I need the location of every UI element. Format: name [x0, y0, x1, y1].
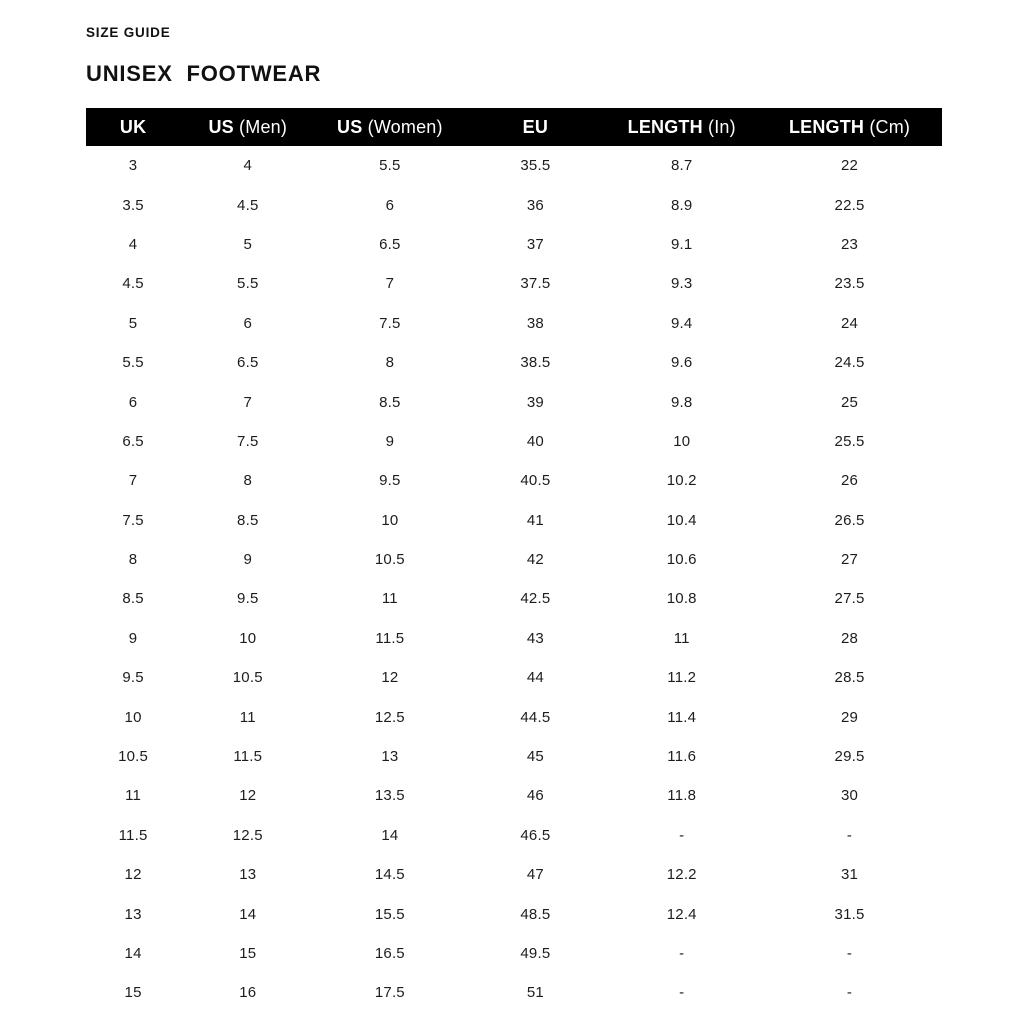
table-row [86, 776, 942, 815]
size-cell: 8.7 [671, 157, 693, 175]
size-cell: 44 [526, 669, 544, 687]
size-cell: 8.5 [379, 393, 401, 411]
size-cell: 25 [840, 393, 859, 411]
table-row [86, 501, 942, 540]
size-cell: 24 [840, 314, 859, 332]
size-cell: 22 [840, 157, 859, 175]
size-cell: 12.2 [666, 866, 697, 884]
size-cell: 40 [526, 432, 544, 450]
size-cell: 28.5 [834, 669, 865, 687]
size-cell: 10 [239, 629, 257, 647]
size-cell: 10 [381, 511, 399, 529]
size-cell: 47 [526, 866, 544, 884]
size-cell: 7.5 [122, 511, 144, 529]
column-header-label: UK [119, 116, 147, 137]
size-cell: 15 [124, 984, 142, 1002]
size-cell: 16 [239, 984, 257, 1002]
size-cell: 9.6 [671, 354, 693, 372]
size-cell: 22.5 [834, 196, 865, 214]
size-cell: - [846, 984, 853, 1002]
size-cell: 10.5 [232, 669, 263, 687]
size-cell: 25.5 [834, 432, 865, 450]
size-cell: 24.5 [834, 354, 865, 372]
size-cell: 38 [526, 314, 544, 332]
column-header-suffix: (Women) [362, 116, 443, 137]
size-cell: 12.4 [666, 905, 697, 923]
size-cell: 13 [381, 748, 399, 766]
size-cell: 3.5 [122, 196, 144, 214]
size-cell: 13 [124, 905, 142, 923]
size-cell: 9.4 [671, 314, 693, 332]
size-cell: 7.5 [379, 314, 401, 332]
size-cell: 30 [840, 787, 859, 805]
size-cell: 9.5 [237, 590, 259, 608]
size-cell: 37.5 [520, 275, 551, 293]
size-cell: 36 [526, 196, 544, 214]
size-cell: 12.5 [374, 708, 405, 726]
size-cell: - [846, 826, 853, 844]
size-cell: 9.1 [671, 235, 693, 253]
size-cell: 14 [239, 905, 257, 923]
size-cell: 12.5 [232, 826, 263, 844]
size-cell: 7.5 [237, 432, 259, 450]
size-cell: 8.5 [237, 511, 259, 529]
size-cell: 29 [840, 708, 859, 726]
table-row [86, 579, 942, 618]
size-cell: 5.5 [379, 157, 401, 175]
table-header-row [86, 108, 942, 146]
table-row [86, 461, 942, 500]
size-cell: 42.5 [520, 590, 551, 608]
size-cell: 11 [673, 629, 690, 647]
table-row [86, 540, 942, 579]
table-row [86, 304, 942, 343]
column-header-label: US [337, 116, 363, 137]
size-cell: 38.5 [520, 354, 551, 372]
size-cell: 37 [526, 235, 544, 253]
size-cell: 6 [243, 314, 253, 332]
size-cell: 8.9 [671, 196, 693, 214]
size-table-body [86, 146, 942, 1013]
size-table-header [86, 108, 942, 146]
size-cell: 5 [128, 314, 138, 332]
size-cell: 9 [243, 551, 253, 569]
size-cell: 23.5 [834, 275, 865, 293]
size-cell: 46 [526, 787, 544, 805]
size-cell: 16.5 [374, 945, 405, 962]
table-row [86, 737, 942, 776]
table-row [86, 855, 942, 894]
size-cell: 10.5 [374, 551, 405, 569]
table-row [86, 658, 942, 697]
size-cell: 4 [128, 235, 138, 253]
column-header-suffix: (Men) [233, 116, 288, 137]
column-header-label: EU [522, 116, 549, 137]
table-row [86, 146, 942, 185]
size-cell: 12 [124, 866, 142, 884]
size-cell: 9.5 [122, 669, 144, 687]
size-cell: 6.5 [237, 354, 259, 372]
size-cell: 41 [526, 511, 544, 529]
size-cell: 12 [239, 787, 257, 805]
size-cell: 4.5 [237, 196, 259, 214]
size-cell: 11.4 [667, 708, 697, 726]
table-row [86, 185, 942, 224]
size-cell: 6 [128, 393, 138, 411]
column-header-length-in [606, 108, 757, 146]
size-guide-label: SIZE GUIDE [86, 25, 171, 40]
table-row [86, 934, 942, 973]
size-cell: 11.5 [118, 826, 148, 844]
column-header-label: US [208, 116, 234, 137]
size-cell: 15.5 [374, 905, 405, 923]
size-cell: 15 [239, 945, 257, 962]
size-cell: 48.5 [520, 905, 551, 923]
size-cell: 23 [840, 235, 859, 253]
size-cell: 11.8 [667, 787, 697, 805]
size-cell: 9.8 [671, 393, 693, 411]
size-cell: 28 [840, 629, 859, 647]
size-cell: 11 [125, 787, 142, 805]
size-cell: 4 [243, 157, 253, 175]
table-row [86, 264, 942, 303]
size-cell: 45 [526, 748, 544, 766]
size-cell: 7 [385, 275, 395, 293]
size-cell: 5.5 [122, 354, 144, 372]
table-row [86, 422, 942, 461]
table-row [86, 894, 942, 933]
size-cell: 27.5 [834, 590, 865, 608]
size-cell: 6.5 [122, 432, 144, 450]
size-cell: 46.5 [520, 826, 551, 844]
size-cell: 8.5 [122, 590, 144, 608]
column-header-suffix: (Cm) [864, 116, 911, 137]
column-header-length-cm [757, 108, 942, 146]
size-cell: 27 [840, 551, 859, 569]
size-cell: 11.2 [667, 669, 697, 687]
table-row [86, 619, 942, 658]
size-cell: 8 [385, 354, 395, 372]
column-header-uk [86, 108, 180, 146]
column-header-suffix: (In) [702, 116, 736, 137]
size-cell: 10.6 [666, 551, 697, 569]
column-header-us-women [315, 108, 464, 146]
size-cell: 44.5 [520, 708, 551, 726]
size-cell: 14 [381, 826, 399, 844]
size-cell: 11 [239, 708, 256, 726]
size-cell: 31.5 [834, 905, 865, 923]
size-cell: 11 [381, 590, 398, 608]
size-cell: 35.5 [520, 157, 551, 175]
size-cell: 10.8 [666, 590, 697, 608]
size-cell: - [846, 945, 853, 962]
column-header-eu [464, 108, 606, 146]
size-cell: 13 [239, 866, 257, 884]
page-title: UNISEX FOOTWEAR [86, 61, 322, 86]
size-cell: 9 [128, 629, 138, 647]
size-cell: 8 [243, 472, 253, 490]
size-cell: 9.3 [671, 275, 693, 293]
size-cell: 5.5 [237, 275, 259, 293]
table-row [86, 382, 942, 421]
table-row [86, 816, 942, 855]
size-cell: 51 [526, 984, 544, 1002]
size-cell: 26 [840, 472, 859, 490]
table-row [86, 225, 942, 264]
size-cell: 26.5 [834, 511, 865, 529]
size-cell: 10 [673, 432, 691, 450]
column-header-us-men [180, 108, 315, 146]
size-cell: 42 [526, 551, 544, 569]
size-cell: 40.5 [520, 472, 551, 490]
size-cell: 10 [124, 708, 142, 726]
size-cell: 12 [381, 669, 399, 687]
size-cell: 14.5 [374, 866, 405, 884]
size-cell: 3 [128, 157, 138, 175]
size-cell: 14 [124, 945, 142, 962]
size-cell: 8 [128, 551, 138, 569]
size-cell: 4.5 [122, 275, 144, 293]
size-cell: 9.5 [379, 472, 401, 490]
size-cell: 9 [385, 432, 395, 450]
size-cell: 11.6 [667, 748, 697, 766]
size-cell: 13.5 [374, 787, 405, 805]
size-cell: 39 [526, 393, 544, 411]
size-cell: 17.5 [374, 984, 405, 1002]
size-cell: 31 [840, 866, 859, 884]
column-header-label: LENGTH [788, 116, 865, 137]
size-table [86, 108, 942, 1013]
size-cell: - [679, 826, 685, 844]
table-row [86, 973, 942, 1012]
size-cell: 6.5 [379, 235, 401, 253]
size-cell: 7 [128, 472, 138, 490]
size-cell: 10.2 [666, 472, 697, 490]
size-cell: 29.5 [834, 748, 865, 766]
size-cell: 6 [385, 196, 395, 214]
size-cell: - [679, 984, 685, 1002]
size-cell: 43 [526, 629, 544, 647]
size-cell: 10.5 [118, 748, 149, 766]
size-cell: 49.5 [520, 945, 551, 962]
size-cell: 5 [243, 235, 253, 253]
size-cell: 11.5 [233, 748, 263, 766]
size-cell: - [679, 945, 685, 962]
column-header-label: LENGTH [627, 116, 703, 137]
table-row [86, 343, 942, 382]
size-cell: 11.5 [375, 629, 405, 647]
size-cell: 7 [243, 393, 253, 411]
size-cell: 10.4 [666, 511, 697, 529]
table-row [86, 697, 942, 736]
